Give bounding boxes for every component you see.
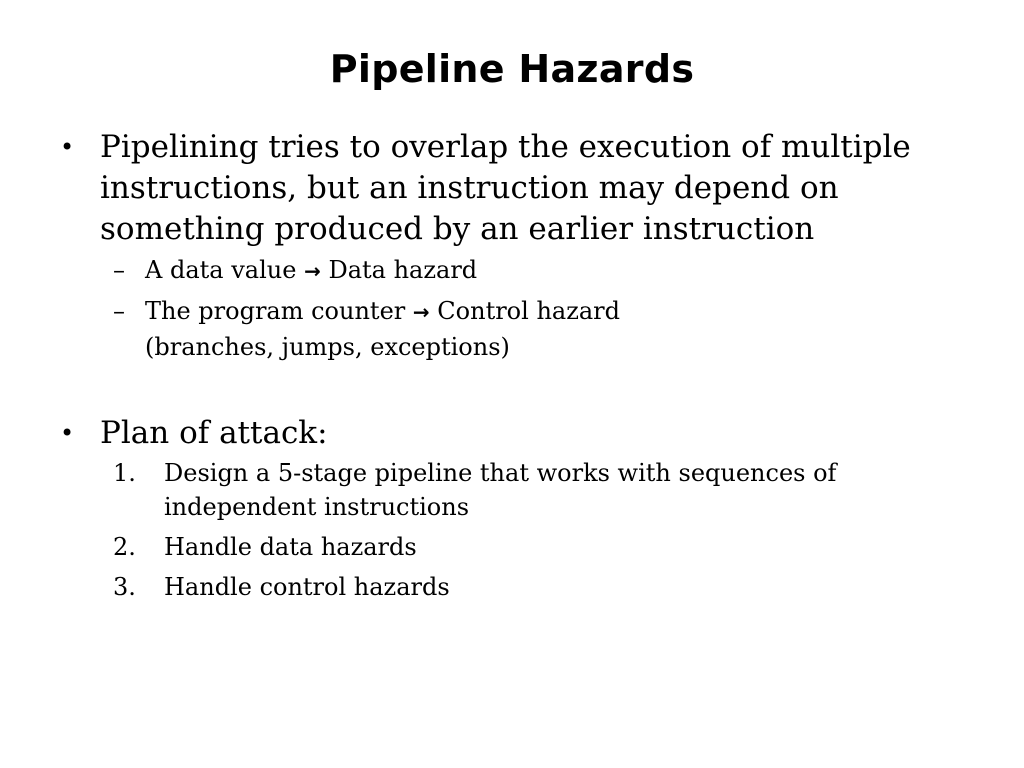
sub-bullet-item <box>113 294 978 365</box>
bullet-item <box>58 127 978 250</box>
bullet-marker: • <box>60 133 75 161</box>
bullet-marker: • <box>60 419 75 447</box>
slide-title: Pipeline Hazards <box>329 47 695 91</box>
arrow-right-icon: → <box>304 259 321 283</box>
numbered-item <box>113 570 978 604</box>
sub-bullet-list <box>113 253 978 365</box>
sub-bullet-result: Data hazard <box>328 256 478 284</box>
arrow-right-icon: → <box>412 300 430 324</box>
sub-bullet-text: The program counter <box>145 297 406 325</box>
item-number: 2. <box>113 533 136 561</box>
sub-bullet-note: (branches, jumps, exceptions) <box>145 333 510 361</box>
numbered-item <box>113 530 978 564</box>
item-text: Design a 5-stage pipeline that works with sequences of independent instructions <box>164 459 837 521</box>
item-text: Handle control hazards <box>164 573 450 601</box>
item-number: 3. <box>113 573 136 601</box>
slide-content <box>58 127 978 610</box>
dash-marker: – <box>113 256 125 284</box>
bullet-text: Plan of attack: <box>100 415 328 451</box>
sub-bullet-result: Control hazard <box>437 297 620 325</box>
item-number: 1. <box>113 459 136 487</box>
item-text: Handle data hazards <box>164 533 417 561</box>
sub-bullet-text: A data value <box>145 256 297 284</box>
bullet-item <box>58 413 978 454</box>
numbered-list <box>113 456 978 604</box>
dash-marker: – <box>113 297 125 325</box>
sub-bullet-item <box>113 253 978 289</box>
numbered-item <box>113 456 978 524</box>
bullet-text: Pipelining tries to overlap the execution of multiple instructions, but an instruction may depend on something produced by an earlier instruction <box>100 129 911 247</box>
